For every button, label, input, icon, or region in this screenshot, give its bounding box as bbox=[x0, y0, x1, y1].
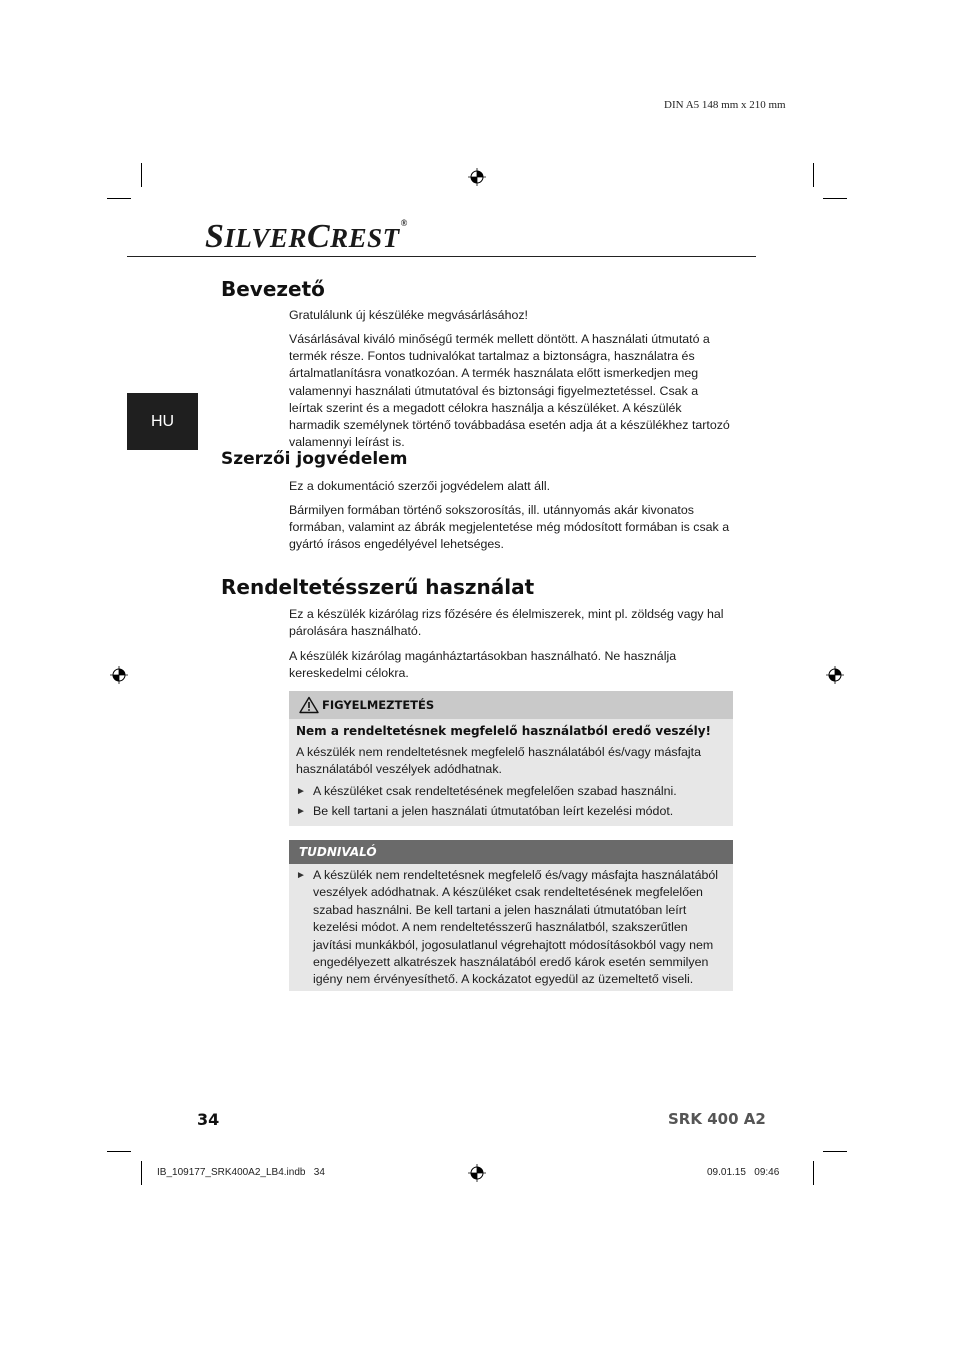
warning-bullet-text: A készüléket csak rendeltetésének megfelelően szabad használni. bbox=[313, 783, 677, 798]
intro-paragraph-1: Gratulálunk új készüléke megvásárlásához! bbox=[289, 308, 528, 322]
warning-label: FIGYELMEZTETÉS bbox=[322, 698, 435, 712]
crop-mark bbox=[141, 1161, 142, 1185]
registration-mark-icon bbox=[468, 168, 486, 186]
model-number: SRK 400 A2 bbox=[668, 1110, 766, 1128]
registered-mark: ® bbox=[400, 218, 408, 228]
silvercrest-logo bbox=[205, 218, 408, 256]
copyright-paragraph-2: Bármilyen formában történő sokszorosítás, ill. utánnyomás akár kivonatos formában, valamint az ábrák megjelentetése még módosított formában is csak a gyártó írásos engedélyével lehetséges. bbox=[289, 503, 730, 552]
registration-mark-icon bbox=[468, 1164, 486, 1182]
note-label: TUDNIVALÓ bbox=[299, 845, 377, 859]
warning-title: Nem a rendeltetésnek megfelelő használatból eredő veszély! bbox=[296, 724, 712, 738]
intended-use-paragraph-2: A készülék kizárólag magánháztartásokban használható. Ne használja kereskedelmi célokra. bbox=[289, 649, 677, 681]
crop-mark bbox=[107, 1151, 131, 1152]
crop-mark bbox=[823, 1151, 847, 1152]
bullet-arrow-icon: ► bbox=[296, 870, 306, 881]
logo-letter: C bbox=[306, 218, 331, 255]
list-item bbox=[296, 867, 724, 989]
logo-text: REST bbox=[330, 223, 400, 253]
logo-letter: S bbox=[205, 218, 225, 255]
note-header bbox=[289, 840, 733, 864]
crop-mark bbox=[823, 198, 847, 199]
crop-mark bbox=[813, 163, 814, 187]
bullet-arrow-icon: ► bbox=[296, 805, 306, 817]
registration-mark-icon bbox=[110, 666, 128, 684]
bullet-arrow-icon: ► bbox=[296, 785, 306, 797]
warning-triangle-icon bbox=[299, 696, 319, 714]
warning-header bbox=[289, 691, 733, 719]
list-item bbox=[296, 783, 726, 800]
page-number: 34 bbox=[197, 1110, 220, 1129]
copyright-paragraph-1: Ez a dokumentáció szerzői jogvédelem alatt áll. bbox=[289, 479, 551, 493]
logo-text: ILVER bbox=[224, 223, 307, 253]
print-format-label: DIN A5 148 mm x 210 mm bbox=[664, 99, 786, 111]
note-body bbox=[296, 867, 724, 989]
warning-bullet-text: Be kell tartani a jelen használati útmutatóban leírt kezelési módot. bbox=[313, 803, 674, 818]
print-date: 09.01.15 09:46 bbox=[707, 1167, 780, 1178]
warning-text: A készülék nem rendeltetésnek megfelelő használatából és/vagy másfajta használatából veszélyek adódhatnak. bbox=[296, 745, 701, 777]
intro-paragraph-2: Vásárlásával kiváló minőségű termék mellett döntött. A használati útmutató a termék része. Fontos tudnivalókat tartalmaz a biztonságra, használatra és ártalmatlanításra vonatkozóan. A termék használata előtt ismerkedjen meg valamennyi használati útmutatóval és biztonsági figyelmeztetéssel. Csak a leírtak szerint és a megadott célokra használja a készüléket. A készülék harmadik személynek történő továbbadása esetén adja át a készülékhez tartozó valamennyi leírást is. bbox=[289, 332, 730, 450]
crop-mark bbox=[813, 1161, 814, 1185]
header-rule bbox=[127, 256, 756, 257]
warning-box bbox=[289, 691, 733, 826]
file-info: IB_109177_SRK400A2_LB4.indb 34 bbox=[157, 1167, 325, 1178]
note-text: A készülék nem rendeltetésnek megfelelő és/vagy másfajta használatából veszélyek adódhatnak. A készüléket csak rendeltetésének megfelelően szabad használni. Be kell tartani a jelen használati útmutatóban leírt kezelési módot. A nem rendeltetésszerű használatból, szakszerűtlen javítási munkákból, jogosulatlanul végrehajtott módosításokból vagy nem engedélyezett alkatrészek használatából eredő károk esetén semmilyen igény nem érvényesíthető. A kockázatot egyedül az üzemeltető viseli. bbox=[313, 868, 718, 987]
section-heading-intro: Bevezető bbox=[221, 277, 325, 301]
intended-use-paragraph-1: Ez a készülék kizárólag rizs főzésére és élelmiszerek, mint pl. zöldség vagy hal párolására használható. bbox=[289, 607, 724, 639]
crop-mark bbox=[141, 163, 142, 187]
warning-body bbox=[296, 723, 726, 820]
section-heading-intended-use: Rendeltetésszerű használat bbox=[221, 575, 535, 599]
crop-mark bbox=[107, 198, 131, 199]
language-tab: HU bbox=[127, 393, 198, 450]
registration-mark-icon bbox=[826, 666, 844, 684]
list-item bbox=[296, 803, 726, 820]
section-heading-copyright: Szerzői jogvédelem bbox=[221, 449, 408, 469]
note-box bbox=[289, 840, 733, 991]
